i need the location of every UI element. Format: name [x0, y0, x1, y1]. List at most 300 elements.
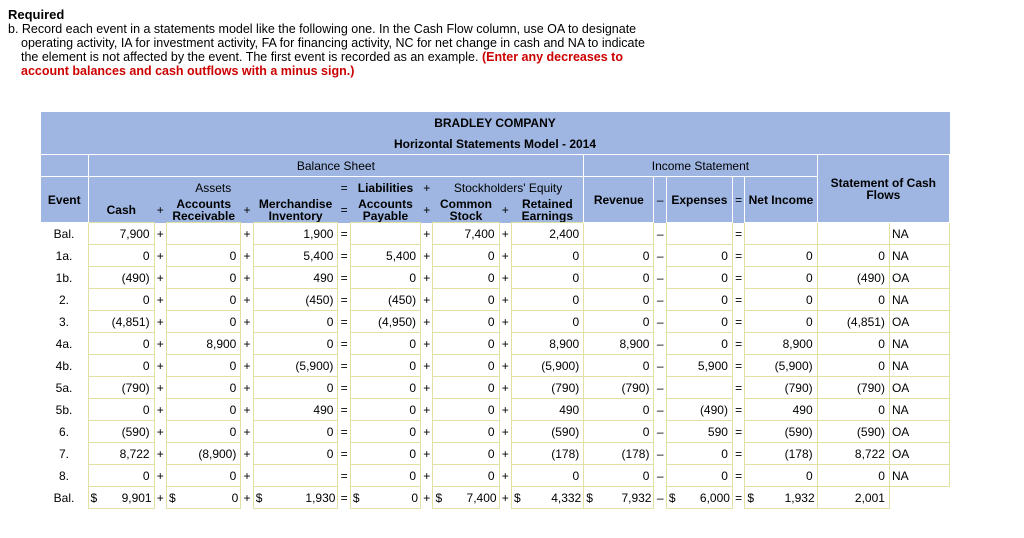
expenses-input[interactable]: 0	[666, 289, 732, 311]
plus-sign: +	[501, 248, 509, 263]
expenses-input[interactable]: 5,900	[666, 355, 732, 377]
ar-input[interactable]: 0	[167, 289, 241, 311]
common-stock-input[interactable]: 0	[433, 377, 499, 399]
event-label: 3.	[59, 314, 70, 329]
plus-sign: +	[501, 424, 509, 439]
ar-input[interactable]: 0	[167, 377, 241, 399]
income-statement-header: Income Statement	[584, 155, 817, 177]
cash-flow-amount-input[interactable]	[817, 223, 889, 245]
ap-input[interactable]: 0	[350, 355, 420, 377]
balance-sheet-header: Balance Sheet	[88, 155, 584, 177]
expenses-input[interactable]: 0	[666, 333, 732, 355]
inventory-header: Merchandise Inventory	[258, 198, 333, 223]
dollar-sign: $	[255, 490, 263, 505]
common-stock-input[interactable]: 0	[433, 245, 499, 267]
minus-sign: –	[656, 358, 664, 373]
equals-sign: =	[735, 380, 743, 395]
equals-sign: =	[340, 424, 348, 439]
cash-flow-amount-input[interactable]: 0	[817, 289, 889, 311]
total-value: 1,930	[305, 490, 336, 505]
instructions	[8, 8, 648, 78]
cash-flow-activity-input[interactable]: OA	[889, 421, 949, 443]
ar-input[interactable]: 0	[167, 267, 241, 289]
plus-sign: +	[243, 270, 251, 285]
table-row	[41, 399, 950, 421]
equals-sign: =	[735, 358, 743, 373]
totals-row	[41, 487, 950, 509]
retained-earnings-input[interactable]: 0	[511, 311, 583, 333]
revenue-input[interactable]: 0	[584, 421, 654, 443]
plus-sign: +	[243, 314, 251, 329]
minus-sign: –	[656, 402, 664, 417]
event-label: 4b.	[55, 358, 73, 373]
revenue-input[interactable]: 0	[584, 311, 654, 333]
equals-sign: =	[340, 226, 348, 241]
event-label: 8.	[59, 468, 70, 483]
plus-sign: +	[501, 358, 509, 373]
inventory-input[interactable]: 0	[253, 333, 338, 355]
instruction-emphasis: (Enter any decreases to account balances and cash outflows with a minus sign.)	[21, 50, 623, 78]
retained-earnings-input[interactable]: (590)	[511, 421, 583, 443]
plus-sign: +	[243, 358, 251, 373]
plus-sign: +	[501, 226, 509, 241]
equals-sign: =	[735, 424, 743, 439]
revenue-input[interactable]: 0	[584, 245, 654, 267]
cash-input[interactable]: (590)	[88, 421, 154, 443]
equals-sign: =	[340, 402, 348, 417]
plus-sign: +	[423, 314, 431, 329]
total-value: 6,000	[699, 490, 730, 505]
event-label: 1a.	[55, 248, 73, 263]
total-ap[interactable]	[350, 487, 420, 509]
inventory-input[interactable]: 1,900	[253, 223, 338, 245]
equals-sign: =	[340, 380, 348, 395]
retained-earnings-input[interactable]: 8,900	[511, 333, 583, 355]
plus-sign: +	[501, 446, 509, 461]
cash-flow-activity-input[interactable]: NA	[889, 245, 949, 267]
event-label: Bal.	[53, 226, 75, 241]
net-income-input[interactable]	[745, 223, 817, 245]
total-ar[interactable]	[167, 487, 241, 509]
equals-sign: =	[735, 336, 743, 351]
equals-sign: =	[340, 314, 348, 329]
retained-earnings-input[interactable]: 0	[511, 267, 583, 289]
plus-sign: +	[243, 292, 251, 307]
plus-sign: +	[501, 490, 509, 505]
cash-flow-amount-input[interactable]: (4,851)	[817, 311, 889, 333]
event-label: 4a.	[55, 336, 73, 351]
net-income-input[interactable]: (590)	[745, 421, 817, 443]
plus-sign: +	[243, 248, 251, 263]
net-income-input[interactable]: 0	[745, 245, 817, 267]
dollar-sign: $	[586, 490, 593, 505]
inventory-input[interactable]: (5,900)	[253, 355, 338, 377]
cash-flow-amount-input[interactable]: 8,722	[817, 443, 889, 465]
retained-earnings-input[interactable]: (5,900)	[511, 355, 583, 377]
ar-input[interactable]	[167, 223, 241, 245]
common-stock-input[interactable]: 0	[433, 267, 499, 289]
table-row	[41, 355, 950, 377]
expenses-input[interactable]	[666, 223, 732, 245]
inventory-input[interactable]: 0	[253, 443, 338, 465]
common-stock-input[interactable]: 7,400	[433, 223, 499, 245]
common-stock-header: Common Stock	[440, 198, 492, 223]
retained-earnings-header: Retained Earnings	[521, 198, 574, 223]
expenses-input[interactable]: 0	[666, 267, 732, 289]
ap-input[interactable]: 0	[350, 377, 420, 399]
cash-input[interactable]: 0	[88, 333, 154, 355]
ap-input[interactable]: (4,950)	[350, 311, 420, 333]
plus-sign: +	[423, 248, 431, 263]
common-stock-input[interactable]: 0	[433, 355, 499, 377]
cash-input[interactable]: 0	[88, 465, 154, 487]
plus-sign: +	[156, 226, 164, 241]
cash-flow-amount-input[interactable]: (790)	[817, 377, 889, 399]
revenue-input[interactable]: (178)	[584, 443, 654, 465]
expenses-input[interactable]: 0	[666, 311, 732, 333]
cash-input[interactable]: (4,851)	[88, 311, 154, 333]
cash-flow-activity-input[interactable]: NA	[889, 333, 949, 355]
inventory-input[interactable]: 0	[253, 377, 338, 399]
plus-sign: +	[243, 424, 251, 439]
net-income-input[interactable]: 8,900	[745, 333, 817, 355]
plus-sign: +	[156, 336, 164, 351]
cash-flows-header: Statement of Cash Flows	[817, 155, 949, 223]
plus-sign: +	[156, 314, 164, 329]
table-row	[41, 421, 950, 443]
revenue-input[interactable]: 8,900	[584, 333, 654, 355]
plus-sign: +	[423, 402, 431, 417]
cash-flow-activity-input[interactable]: NA	[889, 223, 949, 245]
minus-sign: –	[656, 424, 664, 439]
minus-sign: –	[656, 336, 664, 351]
minus-sign: –	[656, 314, 664, 329]
total-cash[interactable]	[88, 487, 154, 509]
ar-input[interactable]: 0	[167, 399, 241, 421]
dollar-sign: $	[169, 490, 176, 505]
cash-input[interactable]: 0	[88, 399, 154, 421]
cash-input[interactable]: (790)	[88, 377, 154, 399]
blank-cell	[889, 487, 949, 509]
common-stock-input[interactable]: 0	[433, 333, 499, 355]
cash-flow-activity-input[interactable]: OA	[889, 267, 949, 289]
total-net-income[interactable]	[745, 487, 817, 509]
dollar-sign: $	[513, 490, 521, 505]
event-label: 6.	[59, 424, 70, 439]
plus-sign: +	[243, 468, 251, 483]
cash-flow-amount-input[interactable]: 0	[817, 355, 889, 377]
total-value: 0	[411, 490, 419, 505]
plus-sign: +	[156, 402, 164, 417]
equals-sign: =	[340, 490, 348, 505]
event-label: 5a.	[55, 380, 73, 395]
total-value: 0	[231, 490, 239, 505]
cash-flow-amount-input[interactable]: 0	[817, 399, 889, 421]
revenue-input[interactable]: (790)	[584, 377, 654, 399]
plus-sign: +	[501, 270, 509, 285]
ar-input[interactable]: 0	[167, 421, 241, 443]
expenses-input[interactable]: (490)	[666, 399, 732, 421]
net-income-input[interactable]: 0	[745, 289, 817, 311]
ar-input[interactable]: 0	[167, 245, 241, 267]
net-income-input[interactable]: (5,900)	[745, 355, 817, 377]
inventory-input[interactable]: 5,400	[253, 245, 338, 267]
minus-sign: –	[656, 468, 664, 483]
assets-header: Assets	[195, 180, 232, 195]
statements-model-table: BRADLEY COMPANY Horizontal Statements Model - 2014 Balance Sheet Income Statement Statement of Cash Flows Event Assets = Liabilities + Stockholders' Equity Revenue – Expenses = Net Income Cash + Accounts Receivable + Merchandise Inventory = Accounts Payable + Common Stock + Retained Earnings Bal. 7,900 + + 1,900 = + 7,400 + 2,400 – = NA 1a. 0 + 0 + 5,400 = 5,400 + 0 + 0 0 – 0 = 0 0 NA 1b. (490) + 0 + 490 = 0 + 0 + 0 0 – 0 = 0 (490) OA 2. 0 + 0 + (450) = (450) + 0 + 0 0 – 0 = 0 0 NA 3. (4,851) + 0 + 0 = (4,950) + 0 + 0 0 – 0 = 0 (4,851) OA 4a. 0 + 8,900 + 0 = 0 + 0 + 8,900 8,900 – 0 = 8,900 0 NA 4b. 0 + 0 + (5,900) = 0 + 0 + (5,900) 0 – 5,900 = (5,900) 0 NA 5a. (790) + 0 + 0 = 0 + 0 + (790) (790) – = (790) (790) OA 5b. 0 + 0 + 490 = 0 + 0 + 490 0 – (490) = 490 0 NA 6. (590) + 0 + 0 = 0 + 0 + (590) 0 – 590 = (590) (590) OA 7. 8,722 + (8,900) + 0 = 0 + 0 + (178) (178) – 0 = (178) 8,722 OA 8. 0 + 0 + = 0 + 0 + 0 0 – 0 = 0 0 NA Bal. $ 9,901 + $ 0 + $ 1,930 = $ 0 + $ 7,400 + $ 4,332 $ 7,932 – $ 6,000 = $ 1,932 2,001	[40, 112, 950, 509]
minus-sign: –	[656, 446, 664, 461]
cash-flow-amount-input[interactable]: (490)	[817, 267, 889, 289]
plus-sign: +	[423, 336, 431, 351]
minus-sign: –	[656, 380, 664, 395]
equals-sign: =	[735, 248, 743, 263]
common-stock-input[interactable]: 0	[433, 421, 499, 443]
total-value: 4,332	[551, 490, 582, 505]
cash-header: Cash	[106, 203, 136, 217]
total-value: 7,400	[466, 490, 497, 505]
plus-sign: +	[243, 402, 251, 417]
ap-input[interactable]	[350, 223, 420, 245]
required-heading: Required	[8, 7, 65, 22]
cash-input[interactable]: (490)	[88, 267, 154, 289]
retained-earnings-input[interactable]: (178)	[511, 443, 583, 465]
plus-sign: +	[156, 380, 164, 395]
event-label: 7.	[59, 446, 70, 461]
equals-sign: =	[340, 248, 348, 263]
dollar-sign: $	[90, 490, 98, 505]
cash-flow-activity-input[interactable]: NA	[889, 355, 949, 377]
plus-sign: +	[423, 292, 431, 307]
plus-sign: +	[501, 380, 509, 395]
common-stock-input[interactable]: 0	[433, 465, 499, 487]
retained-earnings-input[interactable]: (790)	[511, 377, 583, 399]
plus-sign: +	[423, 226, 431, 241]
liabilities-header: Liabilities	[357, 180, 414, 195]
company-name: BRADLEY COMPANY	[434, 115, 556, 130]
table-row	[41, 289, 950, 311]
plus-sign: +	[423, 490, 431, 505]
minus-sign: –	[656, 226, 664, 241]
common-stock-input[interactable]: 0	[433, 311, 499, 333]
ar-header: Accounts Receivable	[172, 198, 236, 223]
plus-sign: +	[243, 380, 251, 395]
equals-sign: =	[735, 402, 743, 417]
expenses-input[interactable]: 0	[666, 465, 732, 487]
event-label: 1b.	[55, 270, 73, 285]
ap-input[interactable]: 0	[350, 465, 420, 487]
revenue-input[interactable]: 0	[584, 465, 654, 487]
ar-input[interactable]: (8,900)	[167, 443, 241, 465]
minus-sign: –	[656, 270, 664, 285]
ap-input[interactable]: 0	[350, 399, 420, 421]
total-expenses[interactable]	[666, 487, 732, 509]
event-label: Bal.	[53, 490, 75, 505]
minus-sign: –	[656, 248, 664, 263]
expenses-input[interactable]: 0	[666, 443, 732, 465]
revenue-header: Revenue	[584, 177, 654, 223]
table-row	[41, 333, 950, 355]
table-row	[41, 443, 950, 465]
equals-sign: =	[340, 468, 348, 483]
cash-input[interactable]: 8,722	[88, 443, 154, 465]
total-value: 7,932	[621, 490, 652, 505]
equals-sign: =	[340, 336, 348, 351]
net-income-input[interactable]: (178)	[745, 443, 817, 465]
ap-input[interactable]: 0	[350, 267, 420, 289]
cash-flow-activity-input[interactable]: NA	[889, 399, 949, 421]
inventory-input[interactable]: (450)	[253, 289, 338, 311]
plus-sign: +	[423, 424, 431, 439]
event-header: Event	[41, 177, 89, 223]
common-stock-input[interactable]: 0	[433, 399, 499, 421]
plus-sign: +	[501, 314, 509, 329]
retained-earnings-input[interactable]: 2,400	[511, 223, 583, 245]
plus-sign: +	[501, 468, 509, 483]
expenses-input[interactable]: 0	[666, 245, 732, 267]
event-label: 5b.	[55, 402, 73, 417]
plus-sign: +	[501, 292, 509, 307]
event-label: 2.	[59, 292, 70, 307]
plus-sign: +	[501, 336, 509, 351]
plus-sign: +	[243, 446, 251, 461]
plus-sign: +	[243, 490, 251, 505]
plus-sign: +	[423, 446, 431, 461]
cash-flow-amount-input[interactable]: (590)	[817, 421, 889, 443]
net-income-header: Net Income	[745, 177, 817, 223]
model-title: Horizontal Statements Model - 2014	[393, 136, 597, 151]
dollar-sign: $	[435, 490, 443, 505]
total-common-stock[interactable]	[433, 487, 499, 509]
retained-earnings-input[interactable]: 490	[511, 399, 583, 421]
total-retained-earnings[interactable]	[511, 487, 583, 509]
plus-sign: +	[423, 270, 431, 285]
equals-sign: =	[735, 226, 743, 241]
common-stock-input[interactable]: 0	[433, 289, 499, 311]
net-income-input[interactable]: 0	[745, 465, 817, 487]
inventory-input[interactable]	[253, 465, 338, 487]
inventory-input[interactable]: 490	[253, 399, 338, 421]
inventory-input[interactable]: 0	[253, 311, 338, 333]
retained-earnings-input[interactable]: 0	[511, 245, 583, 267]
expenses-input[interactable]	[666, 377, 732, 399]
equals-sign: =	[340, 292, 348, 307]
equals-sign: =	[735, 270, 743, 285]
minus-sign: –	[656, 490, 664, 505]
common-stock-input[interactable]: 0	[433, 443, 499, 465]
retained-earnings-input[interactable]: 0	[511, 465, 583, 487]
cash-flow-amount-input[interactable]: 0	[817, 465, 889, 487]
net-income-input[interactable]: (790)	[745, 377, 817, 399]
dollar-sign: $	[668, 490, 676, 505]
plus-sign: +	[156, 424, 164, 439]
cash-flow-activity-input[interactable]: NA	[889, 465, 949, 487]
equals-sign: =	[735, 490, 743, 505]
plus-sign: +	[501, 402, 509, 417]
ap-input[interactable]: 5,400	[350, 245, 420, 267]
revenue-input[interactable]: 0	[584, 399, 654, 421]
equals-sign: =	[735, 446, 743, 461]
revenue-input[interactable]	[584, 223, 654, 245]
revenue-input[interactable]: 0	[584, 355, 654, 377]
net-income-input[interactable]: 0	[745, 267, 817, 289]
expenses-input[interactable]: 590	[666, 421, 732, 443]
net-income-input[interactable]: 490	[745, 399, 817, 421]
revenue-input[interactable]: 0	[584, 289, 654, 311]
plus-sign: +	[156, 446, 164, 461]
cash-input[interactable]: 7,900	[88, 223, 154, 245]
cash-flow-activity-input[interactable]: NA	[889, 289, 949, 311]
plus-sign: +	[156, 358, 164, 373]
equals-sign: =	[735, 468, 743, 483]
minus-sign: –	[656, 292, 664, 307]
equals-sign: =	[340, 358, 348, 373]
ap-header: Accounts Payable	[358, 198, 413, 223]
table-row	[41, 223, 950, 245]
cash-flow-activity-input[interactable]: OA	[889, 443, 949, 465]
instruction-text: b. Record each event in a statements model like the following one. In the Cash Flow column, use OA to designate operating activity, IA for investment activity, FA for financing activity, NC for net change in cash and NA to indicate the element is not affected by the event. The first event is recorded as an example. (Enter any decreases to account balances and cash outflows with a minus sign.)	[8, 22, 645, 78]
plus-sign: +	[156, 248, 164, 263]
cash-flow-activity-input[interactable]: OA	[889, 311, 949, 333]
table-row	[41, 311, 950, 333]
ap-input[interactable]: (450)	[350, 289, 420, 311]
dollar-sign: $	[747, 490, 755, 505]
equals-sign: =	[735, 314, 743, 329]
ap-input[interactable]: 0	[350, 421, 420, 443]
net-income-input[interactable]: 0	[745, 311, 817, 333]
inventory-input[interactable]: 0	[253, 421, 338, 443]
inventory-input[interactable]: 490	[253, 267, 338, 289]
plus-sign: +	[243, 226, 251, 241]
plus-sign: +	[423, 468, 431, 483]
plus-sign: +	[243, 336, 251, 351]
dollar-sign: $	[352, 490, 360, 505]
plus-sign: +	[156, 490, 164, 505]
plus-sign: +	[423, 380, 431, 395]
ap-input[interactable]: 0	[350, 333, 420, 355]
table-row	[41, 267, 950, 289]
equals-sign: =	[340, 446, 348, 461]
table-row	[41, 245, 950, 267]
equals-sign: =	[340, 270, 348, 285]
ar-input[interactable]: 8,900	[167, 333, 241, 355]
total-revenue[interactable]	[584, 487, 654, 509]
ap-input[interactable]: 0	[350, 443, 420, 465]
equals-sign: =	[735, 292, 743, 307]
plus-sign: +	[156, 468, 164, 483]
plus-sign: +	[156, 292, 164, 307]
cash-input[interactable]: 0	[88, 289, 154, 311]
total-value: 1,932	[784, 490, 815, 505]
ar-input[interactable]: 0	[167, 311, 241, 333]
total-value: 9,901	[121, 490, 152, 505]
retained-earnings-input[interactable]: 0	[511, 289, 583, 311]
table-row	[41, 377, 950, 399]
total-inventory[interactable]	[253, 487, 338, 509]
revenue-input[interactable]: 0	[584, 267, 654, 289]
plus-sign: +	[423, 358, 431, 373]
table-row	[41, 465, 950, 487]
ar-input[interactable]: 0	[167, 355, 241, 377]
cash-flow-amount-input[interactable]: 0	[817, 245, 889, 267]
cash-flow-amount-input[interactable]: 0	[817, 333, 889, 355]
cash-input[interactable]: 0	[88, 355, 154, 377]
plus-sign: +	[156, 270, 164, 285]
cash-input[interactable]: 0	[88, 245, 154, 267]
expenses-header: Expenses	[666, 177, 732, 223]
cash-flow-activity-input[interactable]: OA	[889, 377, 949, 399]
total-cash-flow[interactable]: 2,001	[817, 487, 889, 509]
ar-input[interactable]: 0	[167, 465, 241, 487]
